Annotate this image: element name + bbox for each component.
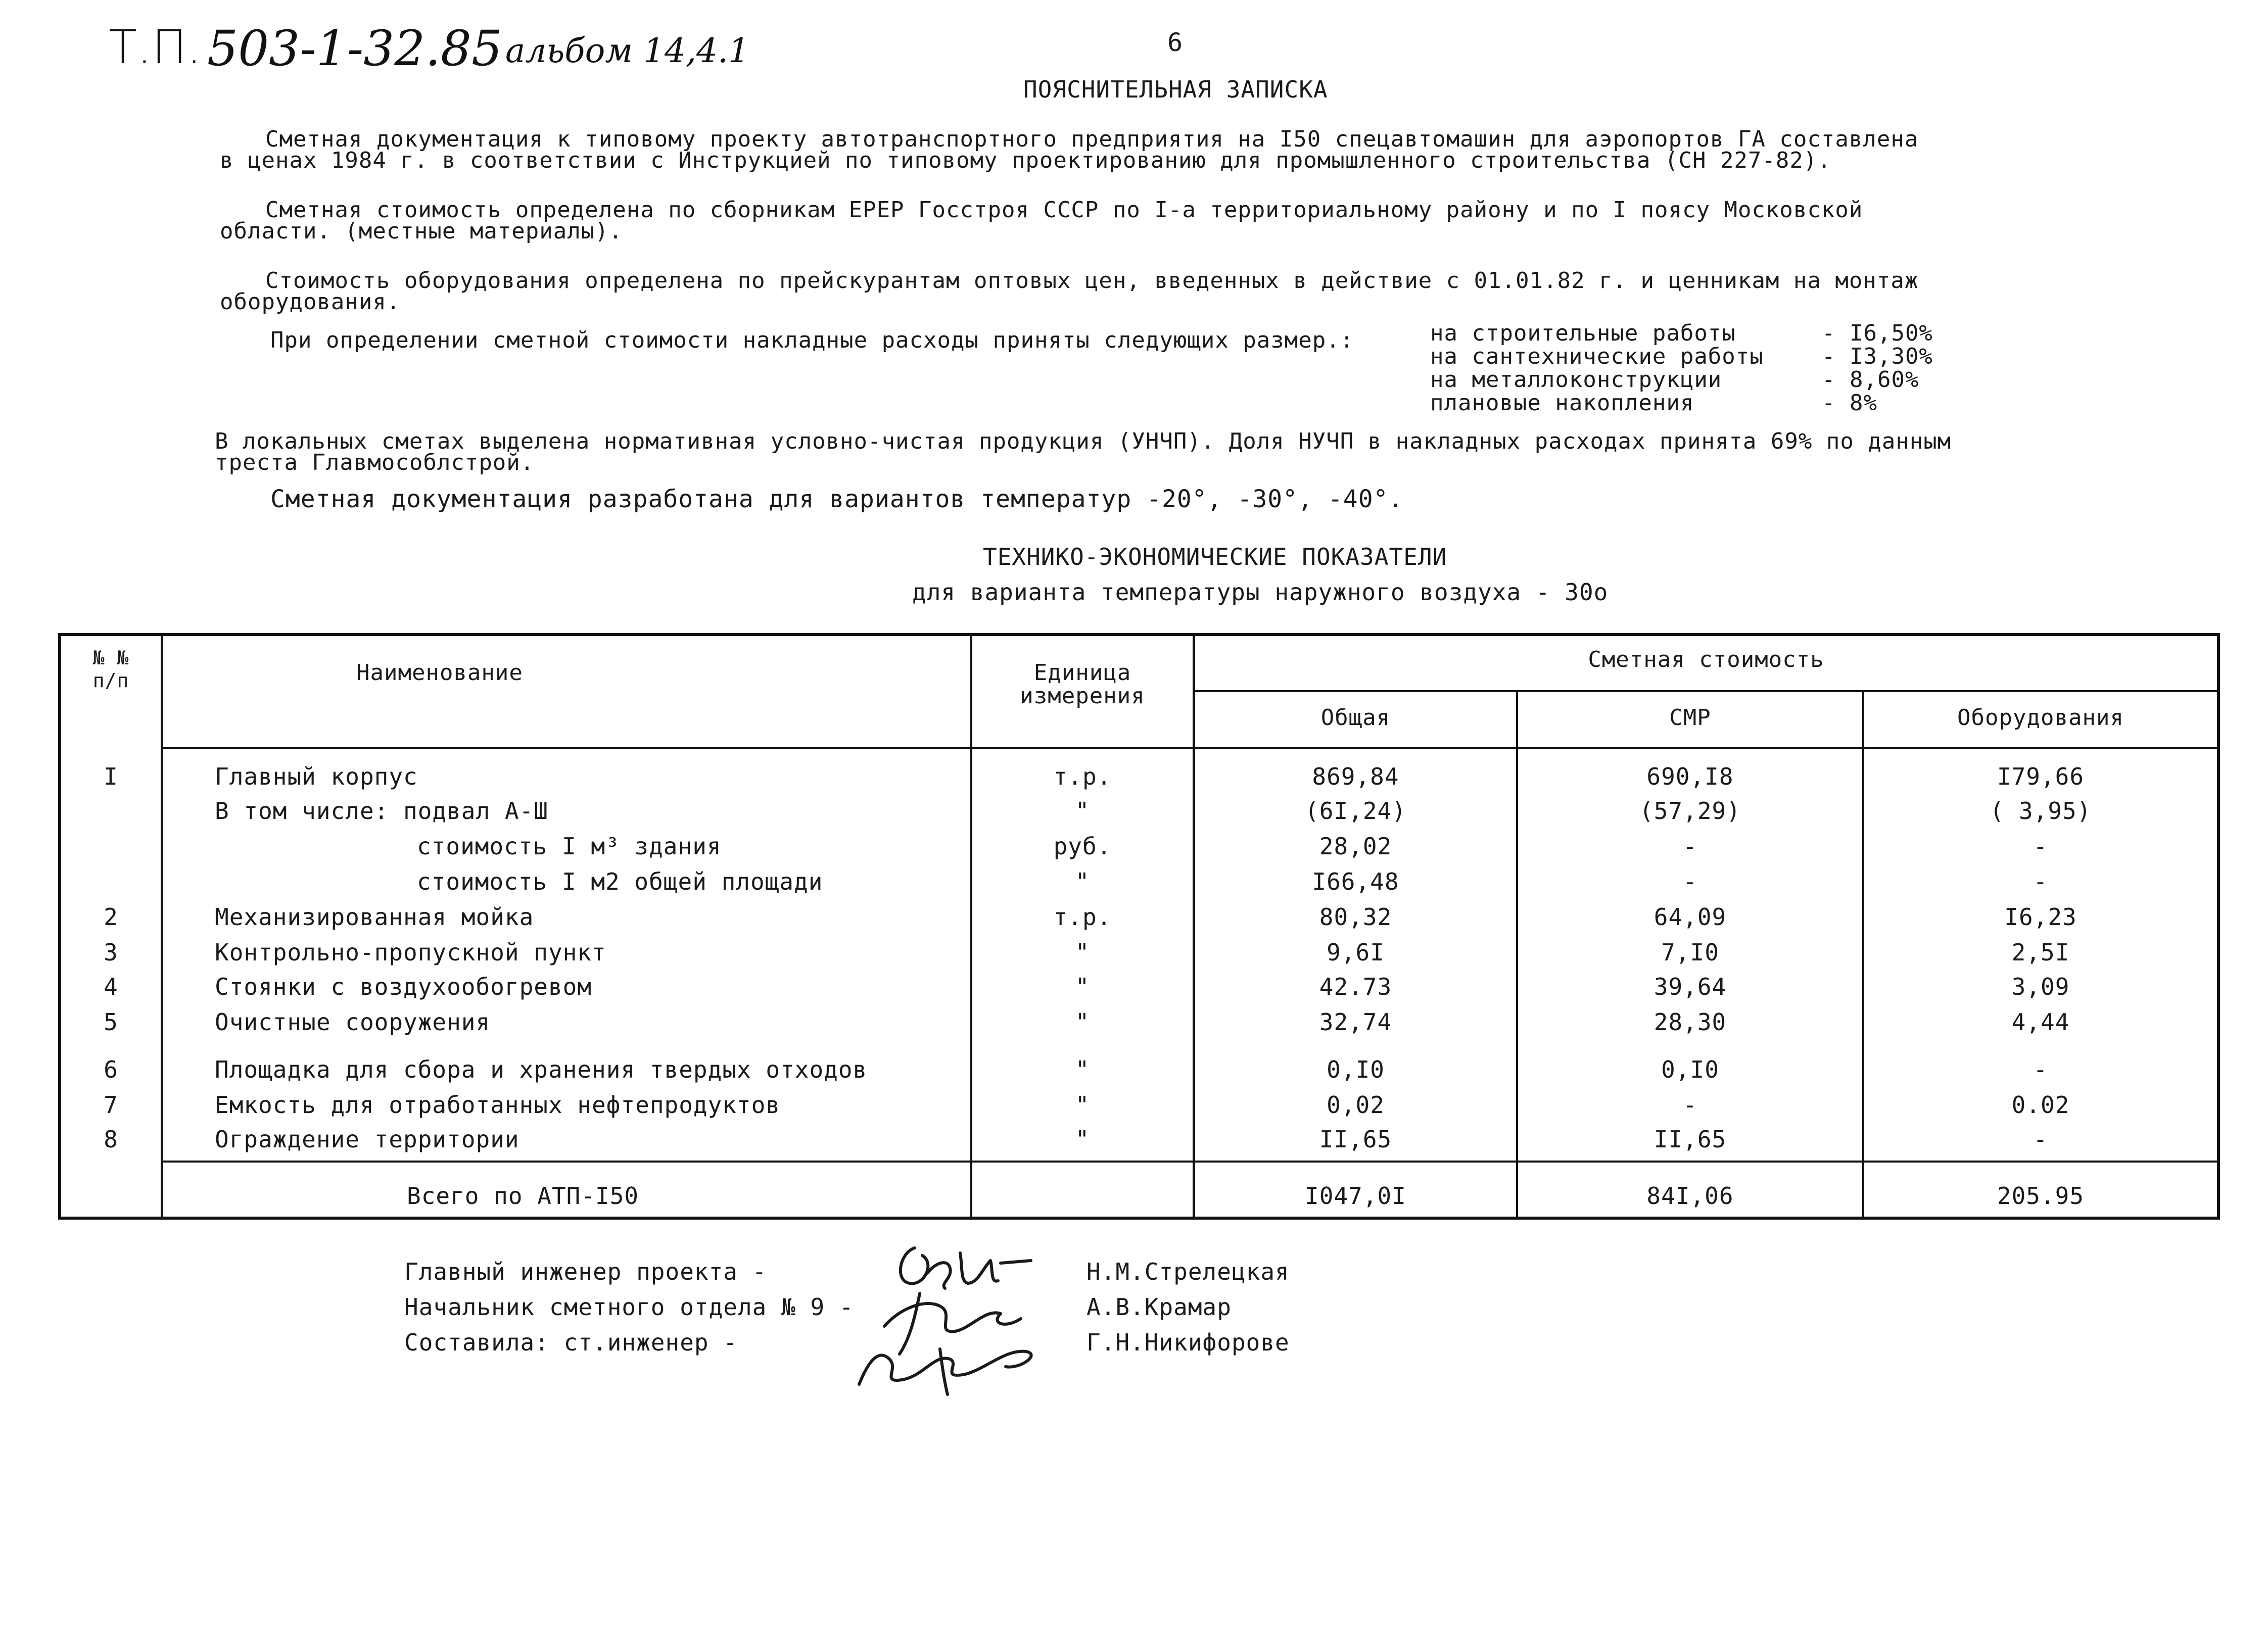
row-name: Контрольно-пропускной пункт	[215, 939, 606, 966]
signature-role: Начальник сметного отдела № 9 -	[404, 1293, 854, 1321]
row-unit: "	[1075, 868, 1090, 895]
row-num: 8	[104, 1126, 118, 1153]
table-border-bottom	[58, 1217, 2220, 1220]
row-name: Емкость для отработанных нефтепродуктов	[215, 1091, 781, 1119]
header-cost: Сметная стоимость	[1588, 647, 1824, 672]
summary-name: Всего по АТП-I50	[407, 1182, 639, 1210]
summary-total: I047,0I	[1305, 1182, 1406, 1210]
row-num: 3	[104, 939, 118, 966]
row-equip: 3,09	[2011, 973, 2070, 1000]
row-smr: 0,I0	[1661, 1056, 1719, 1083]
header-name: Наименование	[356, 660, 523, 686]
table-border-top	[58, 633, 2220, 636]
row-total: 80,32	[1319, 903, 1392, 931]
row-total: II,65	[1319, 1126, 1392, 1153]
row-unit: "	[1075, 939, 1090, 966]
table-row-divider	[1193, 690, 2220, 692]
overhead-value: - 8,60%	[1822, 367, 1919, 393]
overhead-value: - I3,30%	[1822, 344, 1933, 369]
table-row-divider	[161, 747, 2220, 749]
intro-p6: Сметная документация разработана для вариантов температур -20°, -30°, -40°.	[270, 485, 1404, 513]
row-total: 9,6I	[1327, 939, 1385, 966]
row-total: 32,74	[1319, 1008, 1392, 1036]
handwritten-signatures	[839, 1233, 1076, 1399]
intro-p1-line1: Сметная документация к типовому проекту автотранспортного предприятия на I50 спецавтомашин для аэропортов ГА составлена	[265, 126, 1919, 152]
row-unit: руб.	[1053, 833, 1112, 860]
row-name: Главный корпус	[215, 763, 418, 790]
row-smr: II,65	[1653, 1126, 1727, 1153]
row-num: 6	[104, 1056, 118, 1083]
stamp-album: альбом 14,4.1	[505, 31, 749, 70]
row-num: 5	[104, 1008, 118, 1036]
signature-name: Н.М.Стрелецкая	[1086, 1258, 1290, 1285]
row-smr: -	[1683, 868, 1697, 895]
summary-smr: 84I,06	[1646, 1182, 1734, 1210]
signature-role: Составила: ст.инженер -	[404, 1329, 738, 1356]
row-name: стоимость I м³ здания	[417, 833, 722, 860]
header-num-line2: п/п	[92, 669, 129, 692]
intro-p5-line2: треста Главмособлстрой.	[215, 450, 535, 475]
table-title: ТЕХНИКО-ЭКОНОМИЧЕСКИЕ ПОКАЗАТЕЛИ	[983, 543, 1447, 570]
row-total: 869,84	[1312, 763, 1399, 790]
row-name: Очистные сооружения	[215, 1008, 491, 1036]
header-num-line1: № №	[92, 647, 129, 669]
row-equip: -	[2033, 868, 2048, 895]
intro-p5-line1: В локальных сметах выделена нормативная условно-чистая продукция (УНЧП). Доля НУЧП в накладных расходах принята 69% по данным	[215, 428, 1952, 454]
stamp-code: Т.П.	[109, 20, 202, 74]
header-smr: СМР	[1669, 705, 1711, 731]
row-smr: -	[1683, 1091, 1697, 1119]
row-smr: 7,I0	[1661, 939, 1719, 966]
table-col-divider	[161, 633, 163, 1220]
header-total: Общая	[1320, 705, 1391, 731]
row-name: Механизированная мойка	[215, 903, 534, 931]
intro-p3-line2: оборудования.	[220, 289, 401, 315]
row-num: 7	[104, 1091, 118, 1119]
signature-name: А.В.Крамар	[1086, 1293, 1232, 1321]
stamp-number: 503-1-32.85	[207, 20, 503, 77]
header-equip: Оборудования	[1957, 705, 2124, 731]
row-name: стоимость I м2 общей площади	[417, 868, 823, 895]
overhead-label: на металлоконструкции	[1430, 367, 1722, 393]
intro-p2-line2: области. (местные материалы).	[220, 218, 623, 244]
row-total: (6I,24)	[1305, 797, 1406, 825]
table-row-divider	[161, 1161, 2220, 1163]
header-unit-line2: измерения	[1020, 683, 1145, 709]
row-total: 28,02	[1319, 833, 1392, 860]
row-smr: 64,09	[1653, 903, 1727, 931]
row-equip: ( 3,95)	[1990, 797, 2092, 825]
overhead-label: плановые накопления	[1430, 390, 1694, 416]
row-smr: (57,29)	[1639, 797, 1741, 825]
intro-p2-line1: Сметная стоимость определена по сборникам ЕРЕР Госстроя СССР по I-а территориальному району и по I поясу Московской	[265, 197, 1863, 223]
intro-p1-line2: в ценах 1984 г. в соответствии с Инструкцией по типовому проектированию для промышленного строительства (СН 227-82).	[220, 148, 1831, 173]
page-number: 6	[1167, 28, 1184, 57]
row-num: 4	[104, 973, 118, 1000]
row-total: 42.73	[1319, 973, 1392, 1000]
row-equip: 0.02	[2011, 1091, 2070, 1119]
row-smr: -	[1683, 833, 1697, 860]
row-equip: -	[2033, 1126, 2048, 1153]
overhead-label: на сантехнические работы	[1430, 344, 1764, 369]
row-unit: т.р.	[1053, 903, 1112, 931]
row-unit: "	[1075, 973, 1090, 1000]
row-num: 2	[104, 903, 118, 931]
table-subtitle: для варианта температуры наружного воздуха - 30о	[912, 578, 1609, 606]
signature-role: Главный инженер проекта -	[404, 1258, 767, 1285]
header-unit-line1: Единица	[1033, 660, 1131, 686]
row-unit: т.р.	[1053, 763, 1112, 790]
signature-name: Г.Н.Никифорове	[1086, 1329, 1290, 1356]
intro-p3-line1: Стоимость оборудования определена по прейскурантам оптовых цен, введенных в действие с 01.01.82 г. и ценникам на монтаж	[265, 268, 1919, 294]
row-total: 0,I0	[1327, 1056, 1385, 1083]
row-unit: "	[1075, 1056, 1090, 1083]
row-equip: I6,23	[2004, 903, 2077, 931]
intro-p4-lead: При определении сметной стоимости накладные расходы приняты следующих размер.:	[270, 327, 1354, 353]
row-name: Площадка для сбора и хранения твердых отходов	[215, 1056, 868, 1083]
row-equip: -	[2033, 833, 2048, 860]
row-name: В том числе: подвал А-Ш	[215, 797, 548, 825]
row-num: I	[104, 763, 118, 790]
row-equip: 2,5I	[2011, 939, 2070, 966]
row-equip: -	[2033, 1056, 2048, 1083]
row-unit: "	[1075, 1126, 1090, 1153]
row-unit: "	[1075, 797, 1090, 825]
row-total: I66,48	[1312, 868, 1399, 895]
row-unit: "	[1075, 1008, 1090, 1036]
page-title: ПОЯСНИТЕЛЬНАЯ ЗАПИСКА	[1023, 76, 1328, 103]
row-equip: 4,44	[2011, 1008, 2070, 1036]
row-unit: "	[1075, 1091, 1090, 1119]
row-smr: 690,I8	[1646, 763, 1734, 790]
row-name: Стоянки с воздухообогревом	[215, 973, 592, 1000]
summary-equip: 205.95	[1997, 1182, 2085, 1210]
row-equip: I79,66	[1997, 763, 2085, 790]
overhead-label: на строительные работы	[1430, 320, 1736, 346]
overhead-value: - I6,50%	[1822, 320, 1933, 346]
table-border-right	[2217, 633, 2220, 1220]
row-smr: 28,30	[1653, 1008, 1727, 1036]
row-smr: 39,64	[1653, 973, 1727, 1000]
row-name: Ограждение территории	[215, 1126, 519, 1153]
overhead-value: - 8%	[1822, 390, 1877, 416]
row-total: 0,02	[1327, 1091, 1385, 1119]
